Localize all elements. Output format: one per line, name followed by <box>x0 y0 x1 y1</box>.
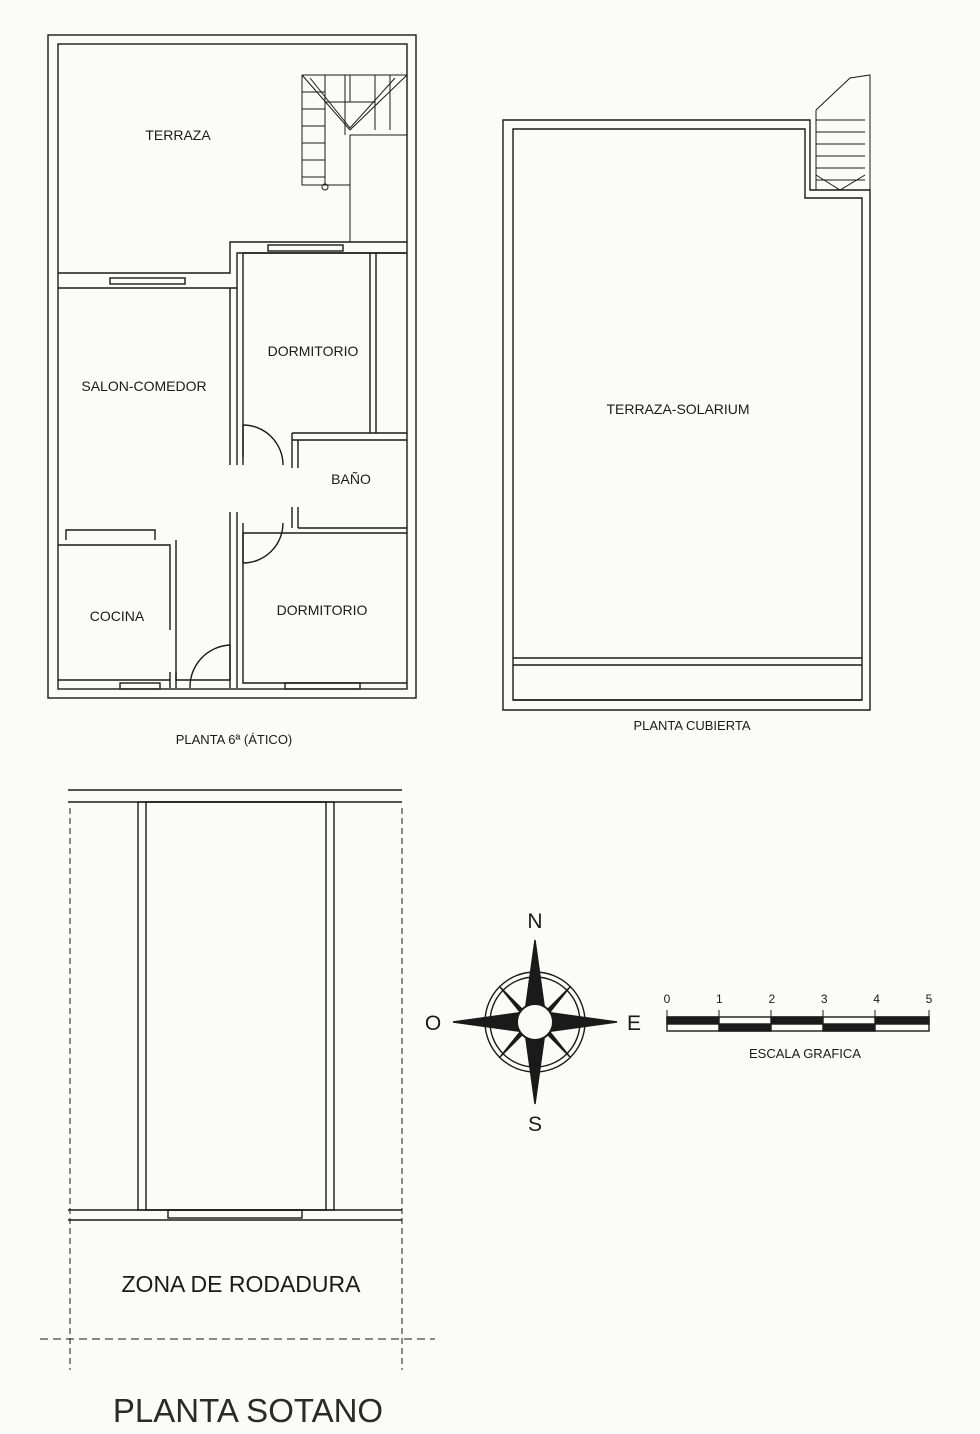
compass-east-label: E <box>626 1012 642 1035</box>
room-label-cocina: COCINA <box>89 608 145 624</box>
room-label-bano: BAÑO <box>331 471 371 487</box>
scale-tick-label: 1 <box>716 992 723 1006</box>
scale-tick-label: 4 <box>873 992 880 1006</box>
atico-inner-wall <box>58 44 407 689</box>
scale-tick-label: 3 <box>820 992 828 1006</box>
sotano-caption: PLANTA SOTANO <box>112 1392 384 1429</box>
compass-north-label: N <box>527 910 543 933</box>
compass-rose <box>453 940 617 1104</box>
scale-tick-label: 0 <box>663 992 671 1006</box>
room-label-terraza: TERRAZA <box>145 127 211 143</box>
room-label-dormitorio-1: DORMITORIO <box>267 343 359 359</box>
compass-south-label: S <box>527 1113 543 1136</box>
atico-plan <box>48 35 416 698</box>
scale-tick-label: 5 <box>925 992 933 1006</box>
room-label-dormitorio-2: DORMITORIO <box>276 602 368 618</box>
scale-bar <box>667 1010 929 1031</box>
compass-west-label: O <box>424 1012 442 1035</box>
room-label-terraza-solarium: TERRAZA-SOLARIUM <box>606 401 750 417</box>
scale-tick-labels <box>664 992 933 1006</box>
atico-caption: PLANTA 6ª (ÁTICO) <box>175 732 293 747</box>
cubierta-caption: PLANTA CUBIERTA <box>633 718 751 733</box>
atico-stair <box>302 75 407 242</box>
scale-tick-label: 2 <box>768 992 776 1006</box>
cubierta-stair <box>816 75 870 190</box>
zone-label-rodadura: ZONA DE RODADURA <box>121 1271 361 1297</box>
room-label-salon-comedor: SALON-COMEDOR <box>81 378 207 394</box>
cubierta-plan <box>503 75 870 710</box>
scale-caption: ESCALA GRAFICA <box>749 1046 861 1061</box>
atico-outer-wall <box>48 35 416 698</box>
